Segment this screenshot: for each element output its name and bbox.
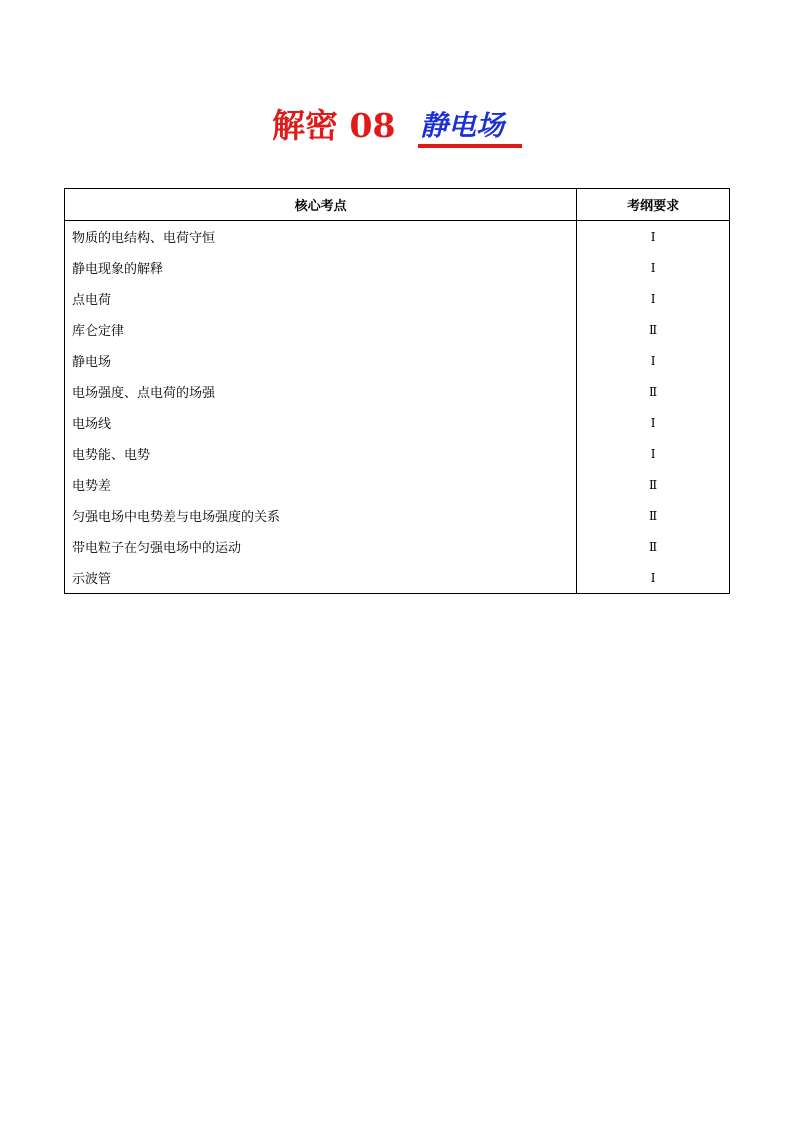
core-point-cell: 带电粒子在匀强电场中的运动 [65,531,577,562]
requirement-level-cell: Ⅰ [577,562,730,594]
table-row [65,438,730,469]
exam-requirements-table [64,188,730,594]
core-point-cell: 物质的电结构、电荷守恒 [65,221,577,253]
requirement-level-cell: Ⅰ [577,438,730,469]
requirement-level-cell: Ⅱ [577,314,730,345]
core-point-cell: 示波管 [65,562,577,594]
requirement-level-cell: Ⅰ [577,283,730,314]
core-point-cell: 电场强度、点电荷的场强 [65,376,577,407]
table-row [65,345,730,376]
table-row [65,469,730,500]
column-header-requirement: 考纲要求 [577,189,730,221]
table-row [65,500,730,531]
table-row [65,252,730,283]
core-point-cell: 电场线 [65,407,577,438]
core-point-cell: 电势差 [65,469,577,500]
requirement-level-cell: Ⅱ [577,531,730,562]
table-row [65,376,730,407]
core-point-cell: 点电荷 [65,283,577,314]
requirement-level-cell: Ⅱ [577,376,730,407]
page-title: 解密 08 [272,106,396,145]
core-point-cell: 静电现象的解释 [65,252,577,283]
core-point-cell: 库仑定律 [65,314,577,345]
table-header-row [65,189,730,221]
page-title-row [0,104,794,152]
table-row [65,283,730,314]
requirement-level-cell: Ⅰ [577,345,730,376]
table-row [65,531,730,562]
requirement-level-cell: Ⅰ [577,252,730,283]
core-point-cell: 电势能、电势 [65,438,577,469]
column-header-core-points: 核心考点 [65,189,577,221]
requirement-level-cell: Ⅱ [577,500,730,531]
subtitle-underline [418,144,522,148]
requirement-level-cell: Ⅰ [577,221,730,253]
table-row [65,314,730,345]
table-row [65,407,730,438]
table-row [65,221,730,253]
requirement-level-cell: Ⅰ [577,407,730,438]
page-subtitle: 静电场 [420,109,505,142]
core-point-cell: 匀强电场中电势差与电场强度的关系 [65,500,577,531]
table-row [65,562,730,594]
requirement-level-cell: Ⅱ [577,469,730,500]
core-point-cell: 静电场 [65,345,577,376]
